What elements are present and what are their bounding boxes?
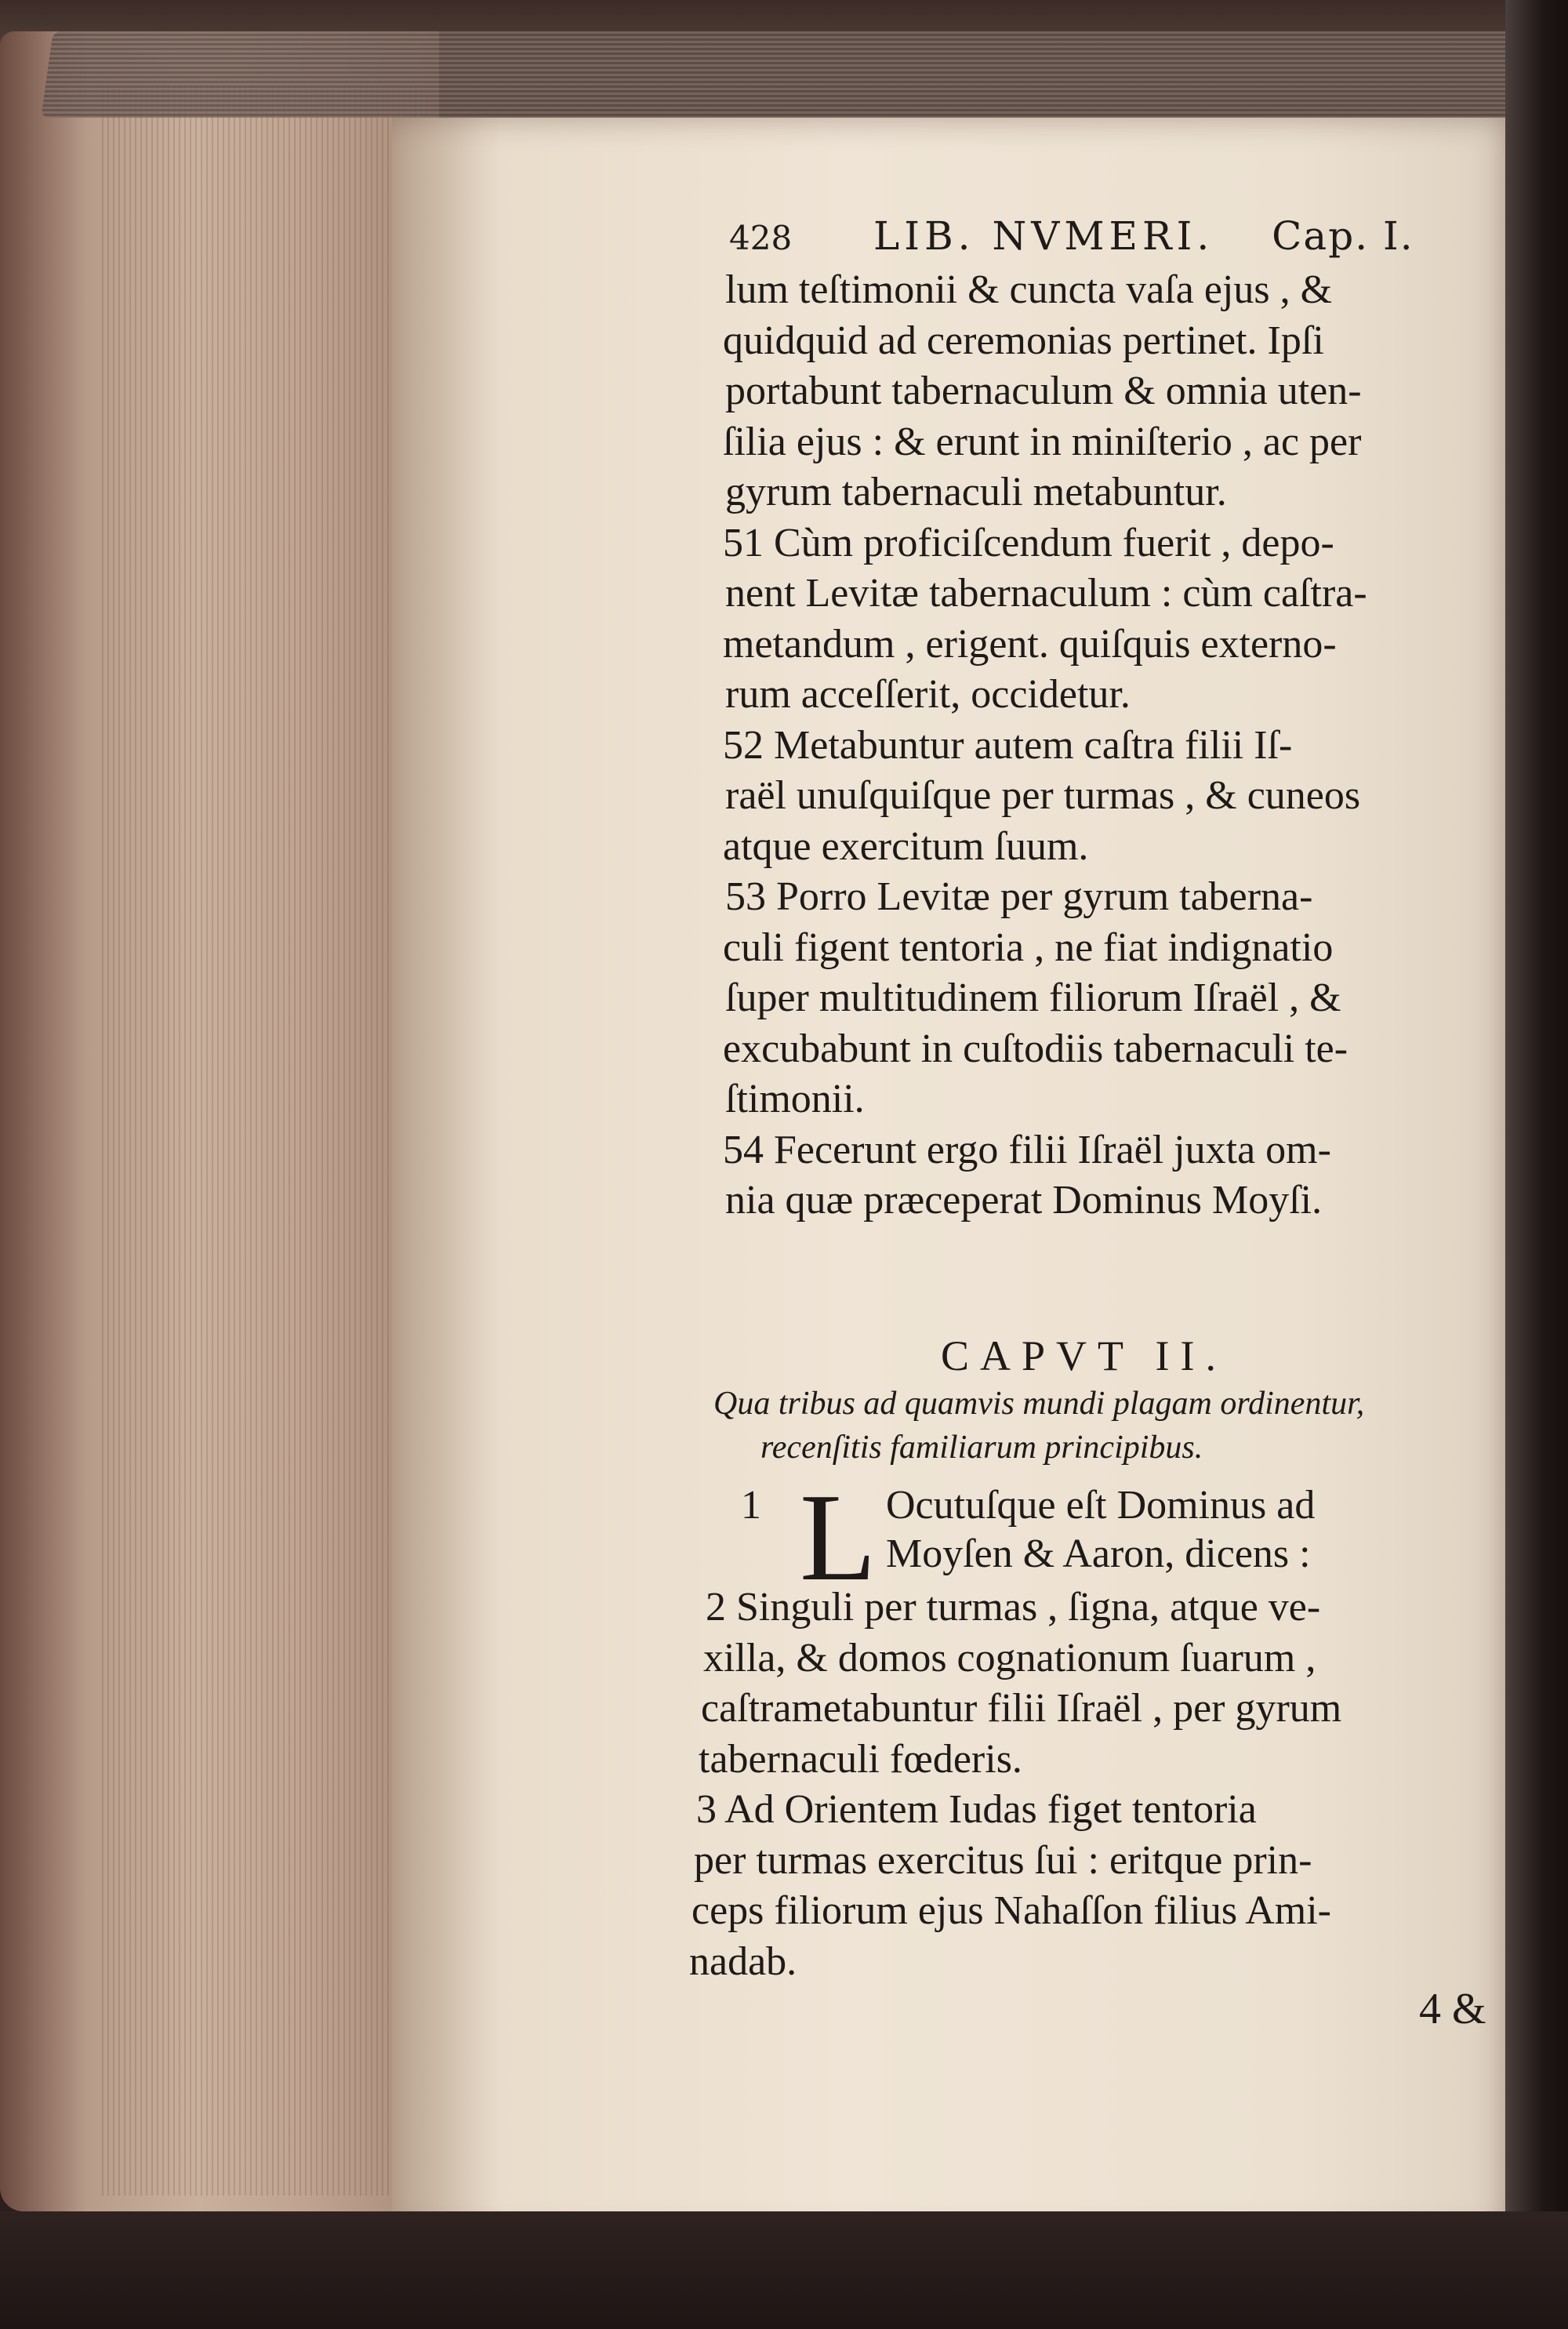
drop-cap: L	[800, 1467, 877, 1607]
catchword: 4 &	[1419, 1985, 1486, 2033]
text-line: gyrum tabernaculi metabuntur.	[725, 470, 1227, 514]
page-edges-top	[41, 31, 1542, 118]
chapter-summary-line-2: recenſitis familiarum principibus.	[760, 1430, 1203, 1466]
page-number: 428	[729, 219, 793, 257]
chapter-summary-line-1: Qua tribus ad quamvis mundi plagam ordinentur,	[713, 1386, 1365, 1422]
text-line: xilla, & domos cognationum ſuarum ,	[703, 1635, 1316, 1680]
text-line: atque exercitum ſuum.	[723, 823, 1089, 869]
text-line: culi figent tentoria , ne fiat indignatio	[723, 925, 1334, 970]
text-line: 53 Porro Levitæ per gyrum taberna-	[725, 874, 1313, 919]
text-line: lum teſtimonii & cuncta vaſa ejus , &	[725, 267, 1333, 312]
text-line: ſilia ejus : & erunt in miniſterio , ac per	[723, 419, 1362, 464]
text-line: 52 Metabuntur autem caſtra filii Iſ-	[723, 722, 1293, 768]
running-header	[729, 213, 1474, 268]
text-line: portabunt tabernaculum & omnia uten-	[725, 369, 1362, 413]
text-line: 2 Singuli per turmas , ſigna, atque ve-	[706, 1585, 1321, 1630]
book-title: LIB. NVMERI.	[873, 213, 1214, 259]
text-line: nent Levitæ tabernaculum : cùm caſtra-	[725, 571, 1367, 616]
text-line: excubabunt in cuſtodiis tabernaculi te-	[723, 1026, 1348, 1071]
table-bottom	[0, 2211, 1568, 2329]
text-line: ſtimonii.	[725, 1077, 865, 1121]
verse-1-line-a: Ocutuſque eſt Dominus ad	[886, 1483, 1316, 1528]
verse-1-line-b: Moyſen & Aaron, dicens :	[886, 1531, 1311, 1576]
text-line: per turmas exercitus ſui : eritque prin-	[694, 1837, 1312, 1883]
text-line: quidquid ad ceremonias pertinet. Ipſi	[723, 318, 1324, 363]
chapter-title: CAPVT II.	[941, 1332, 1228, 1379]
text-line: raël unuſquiſque per turmas , & cuneos	[725, 773, 1361, 818]
text-line: metandum , erigent. quiſquis externo-	[723, 621, 1337, 667]
text-line: nia quæ præceperat Dominus Moyſi.	[725, 1178, 1323, 1223]
page-edges	[102, 86, 431, 2196]
text-line: rum acceſſerit, occidetur.	[725, 672, 1131, 717]
text-line: 3 Ad Orientem Iudas figet tentoria	[696, 1787, 1257, 1832]
gutter-shadow	[392, 118, 502, 2235]
text-line: ceps filiorum ejus Nahaſſon filius Ami-	[691, 1888, 1331, 1933]
text-line: ſuper multitudinem filiorum Iſraël , &	[725, 976, 1341, 1020]
text-line: 54 Fecerunt ergo filii Iſraël juxta om-	[723, 1127, 1331, 1172]
text-line: 51 Cùm proficiſcendum fuerit , depo-	[723, 520, 1334, 565]
text-line: nadab.	[689, 1938, 797, 1984]
text-line: tabernaculi fœderis.	[699, 1736, 1022, 1782]
verse-number-1: 1	[741, 1483, 761, 1528]
text-line: caſtrametabuntur filii Iſraël , per gyrum	[701, 1686, 1342, 1731]
binding-edge	[1505, 0, 1568, 2329]
chapter-label: Cap. I.	[1272, 213, 1414, 259]
